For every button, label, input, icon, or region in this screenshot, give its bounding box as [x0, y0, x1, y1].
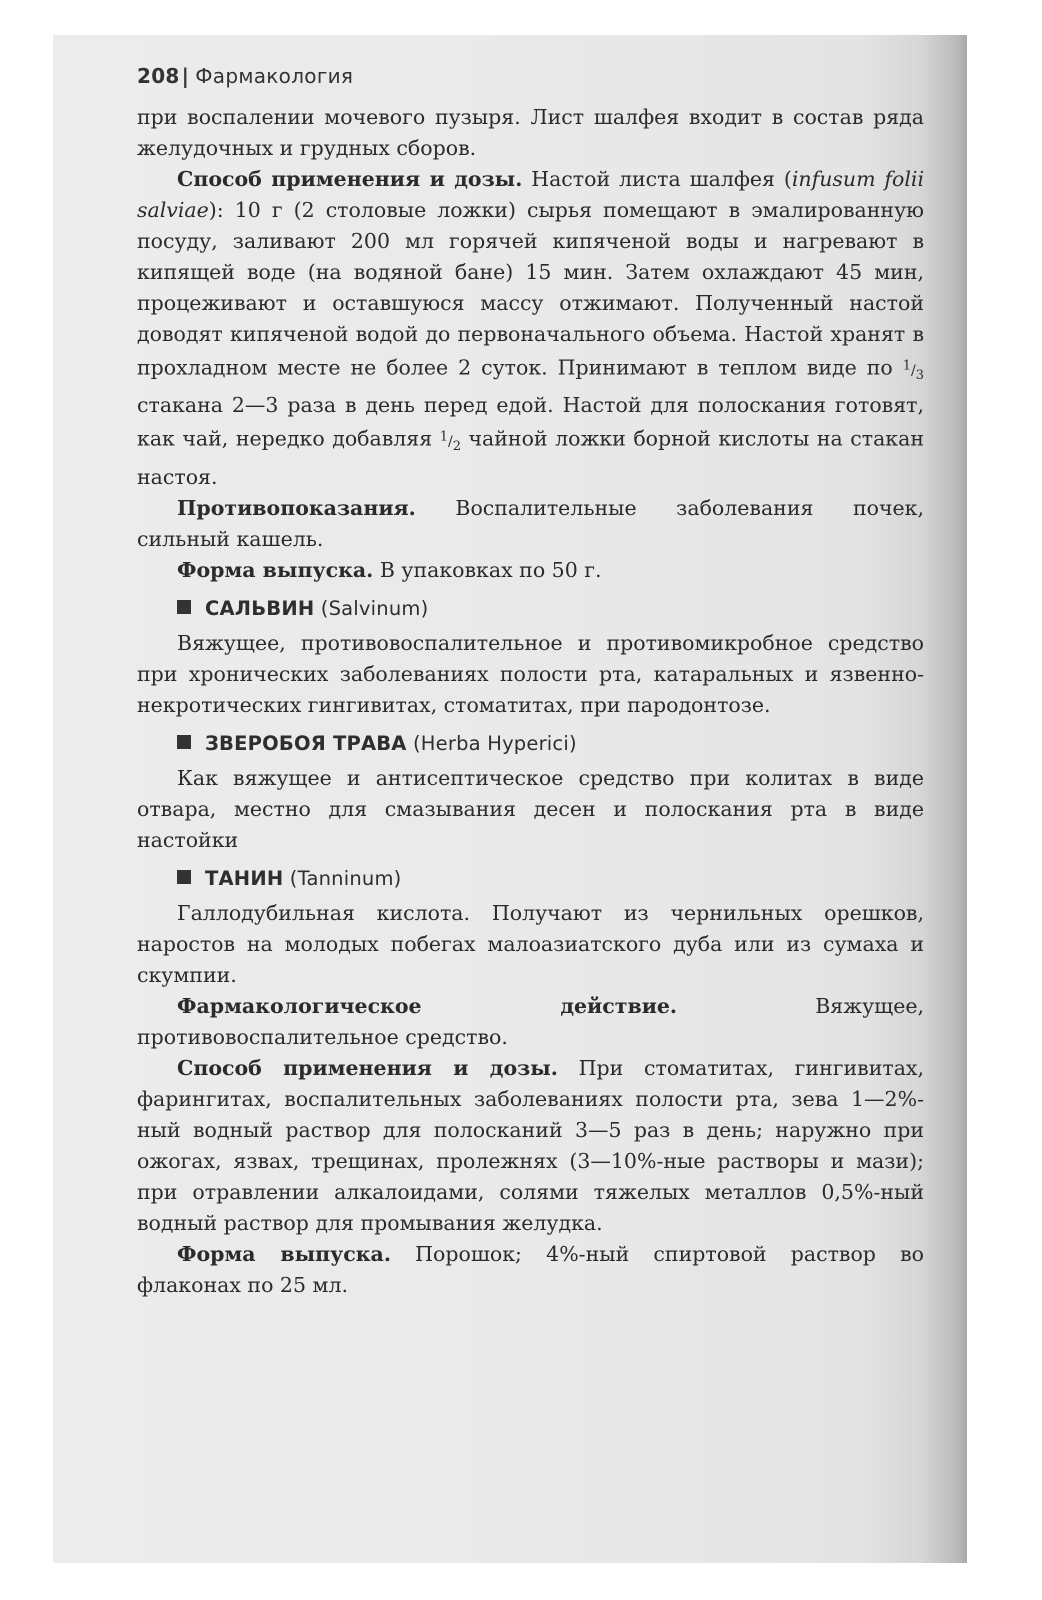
label-pharmacology: Фармакологическое действие. — [177, 993, 678, 1018]
fraction-one-half: $^1/_2$ — [439, 429, 461, 454]
heading-hypericum: ЗВЕРОБОЯ ТРАВА (Herba Hyperici) — [177, 729, 924, 759]
chapter-title: Фармакология — [195, 64, 354, 88]
page-number: 208 — [137, 64, 180, 88]
square-bullet-icon — [177, 735, 191, 749]
heading-salvin: САЛЬВИН (Salvinum) — [177, 594, 924, 624]
page-text — [137, 62, 924, 1301]
label-release-form: Форма выпуска. — [177, 557, 374, 582]
paragraph-continuation: при воспалении мочевого пузыря. Лист шалфея входит в состав ряда желудочных и грудных сборов. — [137, 105, 924, 160]
label-usage: Способ применения и дозы. — [177, 1055, 558, 1080]
square-bullet-icon — [177, 600, 191, 614]
paragraph-release-form: Форма выпуска. В упаковках по 50 г. — [177, 557, 602, 582]
latin-term: infusum folii salviae — [137, 167, 925, 222]
fraction-one-third: $^1/_3$ — [902, 358, 924, 383]
paragraph-usage-sage: Способ применения и дозы. Настой листа шалфея (infusum folii salviae): 10 г (2 столовые ложки) сырья помещают в эмалированную посуду, заливают 200 мл горячей кипяченой воды и нагревают в кипящей воде (на водяной бане) 15 мин. Затем охлаждают 45 мин, процеживают и оставшуюся массу отжимают. Полученный настой доводят кипяченой водой до первоначального объема. Настой хранят в прохладном месте не более 2 суток. Принимают в теплом виде по $^1/_3$ стакана 2—3 раза в день перед едой. Настой для полоскания готовят, как чай, нередко добавляя $^1/_2$ чайной ложки борной кислоты на стакан настоя. — [137, 167, 925, 489]
heading-tannin: ТАНИН (Tanninum) — [177, 864, 924, 894]
running-head — [137, 62, 924, 90]
label-release-form: Форма выпуска. — [177, 1241, 391, 1266]
paragraph-release-form-tannin: Форма выпуска. Порошок; 4%-ный спиртовой раствор во флаконах по 25 мл. — [137, 1241, 924, 1297]
paragraph-hypericum: Как вяжущее и антисептическое средство при колитах в виде отвара, местно для смазывания десен и полоскания рта в виде настойки — [137, 765, 924, 852]
label-contraindications: Противопоказания. — [177, 495, 416, 520]
paragraph-salvin: Вяжущее, противовоспалительное и противомикробное средство при хронических заболеваниях полости рта, катаральных и язвенно-некротических гингивитах, стоматитах, при пародонтозе. — [137, 630, 924, 717]
label-usage: Способ применения и дозы. — [177, 167, 523, 191]
paragraph-pharmacology: Фармакологическое действие. Вяжущее, противовоспалительное средство. — [137, 993, 924, 1049]
square-bullet-icon — [177, 870, 191, 884]
paragraph-tannin: Галлодубильная кислота. Получают из чернильных орешков, наростов на молодых побегах малоазиатского дуба или из сумаха и скумпии. — [137, 900, 924, 987]
paragraph-usage-tannin: Способ применения и дозы. При стоматитах, гингивитах, фарингитах, воспалительных заболеваниях полости рта, зева 1—2%-ный водный раствор для полосканий 3—5 раз в день; наружно при ожогах, язвах, трещинах, пролежнях (3—10%-ные растворы и мази); при отравлении алкалоидами, солями тяжелых металлов 0,5%-ный водный раствор для промывания желудка. — [137, 1055, 924, 1235]
paragraph-contraindications: Противопоказания. Воспалительные заболевания почек, сильный кашель. — [137, 495, 924, 551]
header-separator: | — [181, 64, 190, 88]
